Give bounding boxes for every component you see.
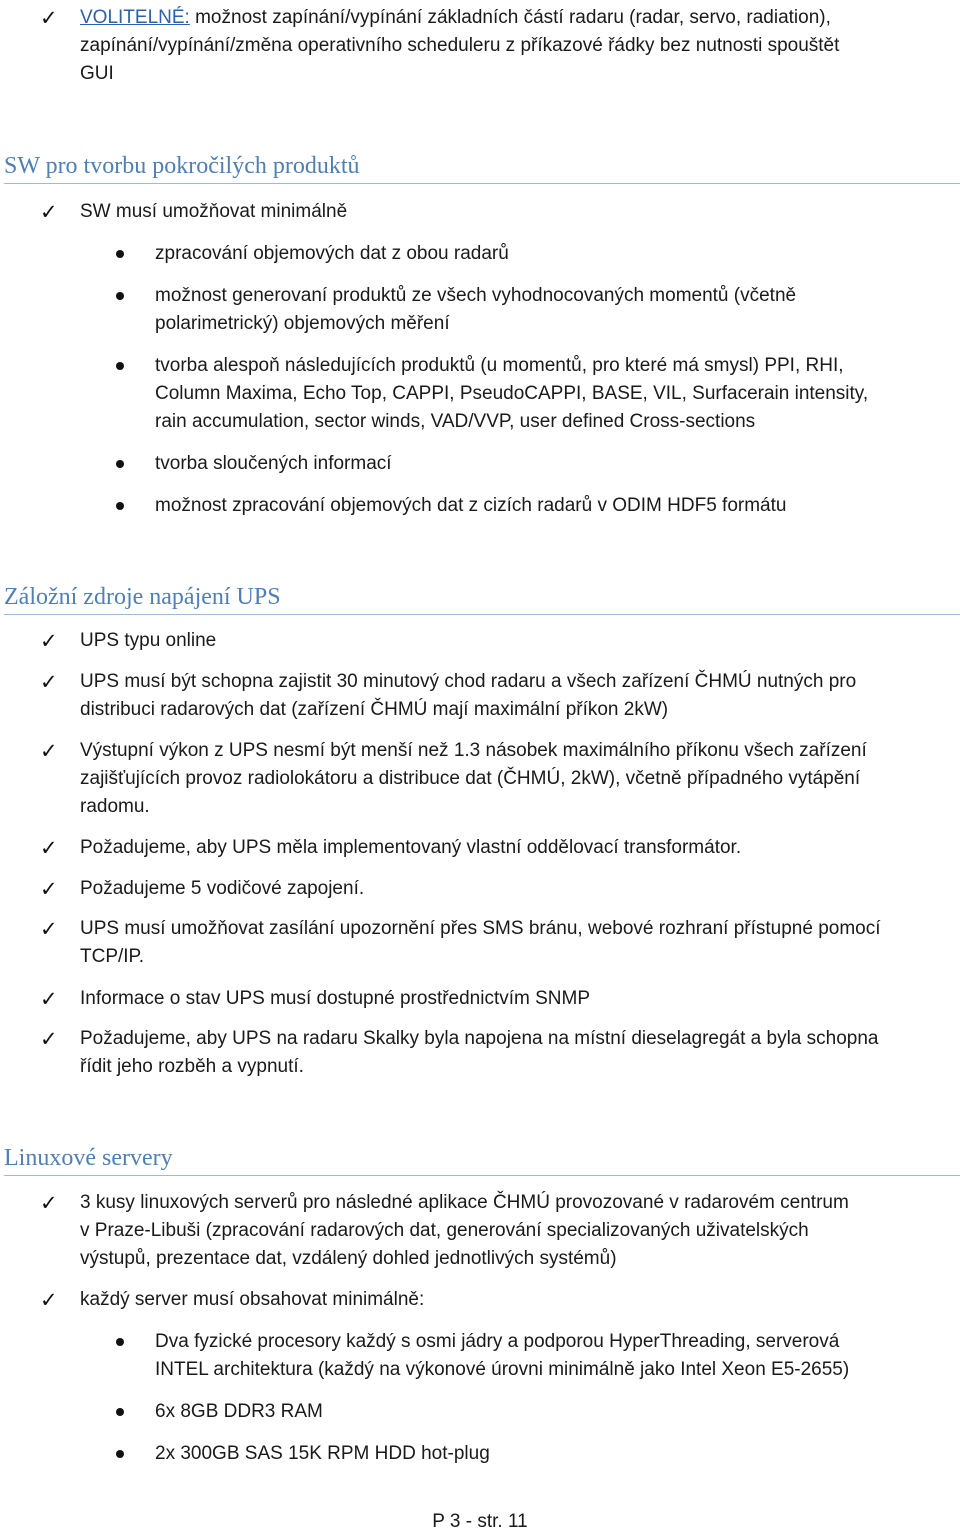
section-heading-sw: SW pro tvorbu pokročilých produktů — [4, 151, 960, 184]
checkmark-icon: ✓ — [40, 1027, 58, 1051]
checkmark-icon: ✓ — [40, 1191, 58, 1215]
page-number: P 3 - str. 11 — [432, 1511, 528, 1532]
sw-intro-text: SW musí umožňovat minimálně — [80, 201, 348, 222]
checkmark-icon: ✓ — [40, 739, 58, 763]
bullet-icon — [116, 502, 124, 510]
optional-item-text: VOLITELNÉ: možnost zapínání/vypínání základních částí radaru (radar, servo, radiation), zapínání/vypínání/změna operativního scheduleru z příkazové řádky bez nutnosti spouštět GUI — [80, 7, 840, 84]
checkmark-icon: ✓ — [40, 6, 58, 30]
optional-label: VOLITELNÉ: — [80, 7, 190, 28]
bullet-icon — [116, 460, 124, 468]
checkmark-icon: ✓ — [40, 1288, 58, 1312]
checkmark-icon: ✓ — [40, 836, 58, 860]
checkmark-icon: ✓ — [40, 877, 58, 901]
checkmark-icon: ✓ — [40, 200, 58, 224]
section-heading-linux: Linuxové servery — [4, 1143, 960, 1176]
checkmark-icon: ✓ — [40, 987, 58, 1011]
checkmark-icon: ✓ — [40, 670, 58, 694]
checkmark-icon: ✓ — [40, 629, 58, 653]
bullet-icon — [116, 1408, 124, 1416]
bullet-icon — [116, 1338, 124, 1346]
section-heading-ups: Záložní zdroje napájení UPS — [4, 582, 960, 615]
bullet-icon — [116, 250, 124, 258]
document-page: ✓ VOLITELNÉ: možnost zapínání/vypínání základních částí radaru (radar, servo, radiation), zapínání/vypínání/změna operativního scheduleru z příkazové řádky bez nutnosti spouštět GUI SW pro tvorbu pokročilých produktů ✓ SW musí umožňovat minimálně zpracování objemových dat z obou radarů možnost generovaní produktů ze všech vyhodnocovaných momentů (včetně polarimetrický) objemových měření tvorba alespoň následujících produktů (u momentů, pro které má smysl) PPI, RHI, Column Maxima, Echo Top, CAPPI, PseudoCAPPI, BASE, VIL, Surfacerain intensity, rain accumulation, sector winds, VAD/VVP, user defined Cross-sections tvorba sloučených informací možnost zpracování objemových dat z cizích radarů v ODIM HDF5 formátu Záložní zdroje napájení UPS ✓ UPS typu online ✓ UPS musí být schopna zajistit 30 minutový chod radaru a všech zařízení ČHMÚ nutných pro distribuci radarových dat (zařízení ČHMÚ mají maximální příkon 2kW) ✓ Výstupní výkon z UPS nesmí být menší než 1.3 násobek maximálního příkonu všech zařízení zajišťujících provoz radiolokátoru a distribuce dat (ČHMÚ, 2kW), včetně případného vytápění radomu. ✓ Požadujeme, aby UPS měla implementovaný vlastní oddělovací transformátor. ✓ Požadujeme 5 vodičové zapojení. ✓ UPS musí umožňovat zasílání upozornění přes SMS bránu, webové rozhraní přístupné pomocí TCP/IP. ✓ Informace o stav UPS musí dostupné prostřednictvím SNMP ✓ Požadujeme, aby UPS na radaru Skalky byla napojena na místní dieselagregát a byla schopna řídit jeho rozběh a vypnutí. Linuxové servery ✓ 3 kusy linuxových serverů pro následné aplikace ČHMÚ provozované v radarovém centrum v Praze-Libuši (zpracování radarových dat, generování specializovaných uživatelských výstupů, prezentace dat, vzdálený dohled jednotlivých systémů) ✓ každý server musí obsahovat minimálně: Dva fyzické procesory každý s osmi jádry a podporou HyperThreading, serverová INTEL architektura (každý na výkonové úrovni minimálně jako Intel Xeon E5-2655) 6x 8GB DDR3 RAM 2x 300GB SAS 15K RPM HDD hot-plug P 3 - str. 11 — [0, 0, 960, 1532]
bullet-icon — [116, 1450, 124, 1458]
bullet-icon — [116, 292, 124, 300]
checkmark-icon: ✓ — [40, 917, 58, 941]
bullet-icon — [116, 362, 124, 370]
